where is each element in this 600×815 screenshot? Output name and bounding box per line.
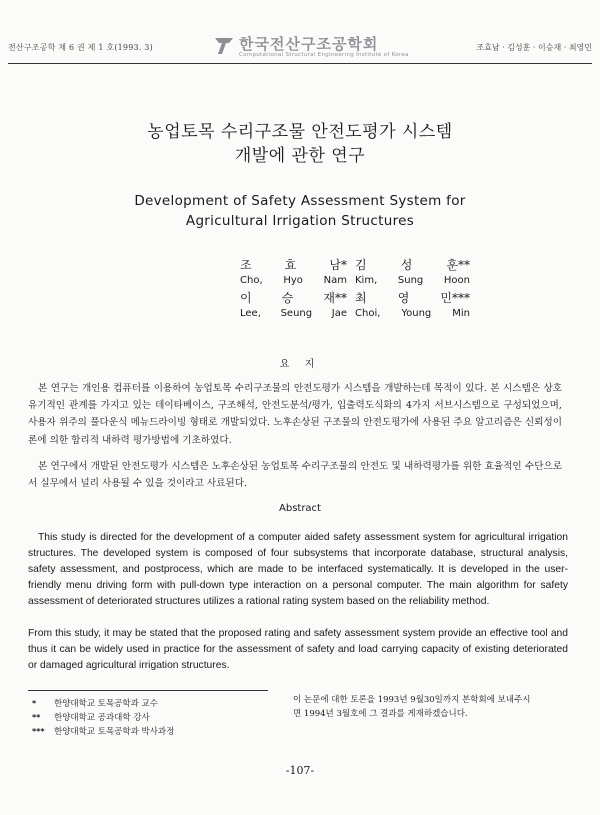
author-row-1-roman [240,275,470,286]
korean-title-line2: 개발에 관한 연구 [234,146,366,166]
author-choi-korean: 최 영 민*** [355,291,470,305]
footnote-3: *** 한양대학교 토목공학과 박사과정 [32,727,175,737]
abstract-paragraph-1: This study is directed for the development of a computer aided safety assessment system for agricultural irrigation structures. The developed system is composed of four subsystems that incorporate database, structural analysis, safety assessment, and postprocess, which are made to be interfaced systematically. It is developed in the user-friendly menu driving form with pull-down type interaction on a personal computer. The main algorithm for safety assessment of deteriorated structures utilizes a rational rating system based on the reliability method. [28,532,568,607]
author-row-1-korean [240,256,470,273]
discussion-note-line2: 면 1994년 3월호에 그 결과를 게재하겠습니다. [293,709,468,719]
english-title-line1: Development of Safety Assessment System for [134,193,466,209]
society-name-english: Computational Structural Engineering Institute of Korea [239,52,409,58]
author-kim-korean: 김 성 훈** [355,258,470,272]
abstract-paragraph-2: From this study, it may be stated that the proposed rating and safety assessment system provide an effective tool and thus it can be widely used in practice for the assessment of safety and load carrying capacity of existing deteriorated or damaged agricultural irrigation structures. [28,628,568,671]
header-rule [8,63,592,64]
korean-title-line1: 농업토목 수리구조물 안전도평가 시스템 [147,122,453,142]
page-number: -107- [285,764,315,777]
summary-heading: 요 지 [279,359,321,370]
author-row-2-roman [240,308,470,319]
author-lee-roman: Lee, Seung Jae [240,308,347,319]
footnote-rule [28,690,268,691]
author-cho-korean: 조 효 남* [240,258,347,272]
footnote-2: ** 한양대학교 공과대학 강사 [32,713,150,723]
discussion-note [293,693,571,721]
running-authors: 조효남 · 김성훈 · 이승재 · 최영민 [476,43,592,52]
author-choi-roman: Choi, Young Min [355,308,470,319]
discussion-note-line1: 이 논문에 대한 토론을 1993년 9월30일까지 본학회에 보내주시 [293,695,531,705]
summary-paragraph-1: 본 연구는 개인용 컴퓨터를 이용하여 농업토목 수리구조물의 안전도평가 시스템을 개발하는데 목적이 있다. 본 시스템은 상호 유기적인 관계를 가지고 있는 데이타베이스, 구조해석, 안전도분석/평가, 입출력도식화의 4가지 서브시스템으로 구성되었으며, 사용자 위주의 풀다운식 메뉴드라이빙 형태로 개발되었다. 노후손상된 구조물의 안전도평가에 사용된 주요 알고리즘은 신뢰성이론에 의한 합리적 내하력 평가방법에 기초하였다. [28,383,562,446]
abstract-heading: Abstract [279,503,321,514]
society-name: 한국전산구조공학회 [239,35,379,53]
journal-reference: 전산구조공학 제 6 권 제 1 호(1993. 3) [8,43,153,52]
author-lee-korean: 이 승 재** [240,291,347,305]
english-title-line2: Agricultural Irrigation Structures [185,213,415,229]
summary-paragraph-2: 본 연구에서 개발된 안전도평가 시스템은 노후손상된 농업토목 수리구조물의 안전도 및 내하력평가를 위한 효율적인 수단으로서 실무에서 널리 사용될 수 있을 것이라고 사료된다. [28,461,562,490]
author-row-2-korean [240,289,470,306]
footnote-1: * 한양대학교 토목공학과 교수 [32,699,158,709]
author-cho-roman: Cho, Hyo Nam [240,275,347,286]
author-kim-roman: Kim, Sung Hoon [355,275,470,286]
society-logo [214,36,409,58]
society-logo-icon [214,36,234,56]
